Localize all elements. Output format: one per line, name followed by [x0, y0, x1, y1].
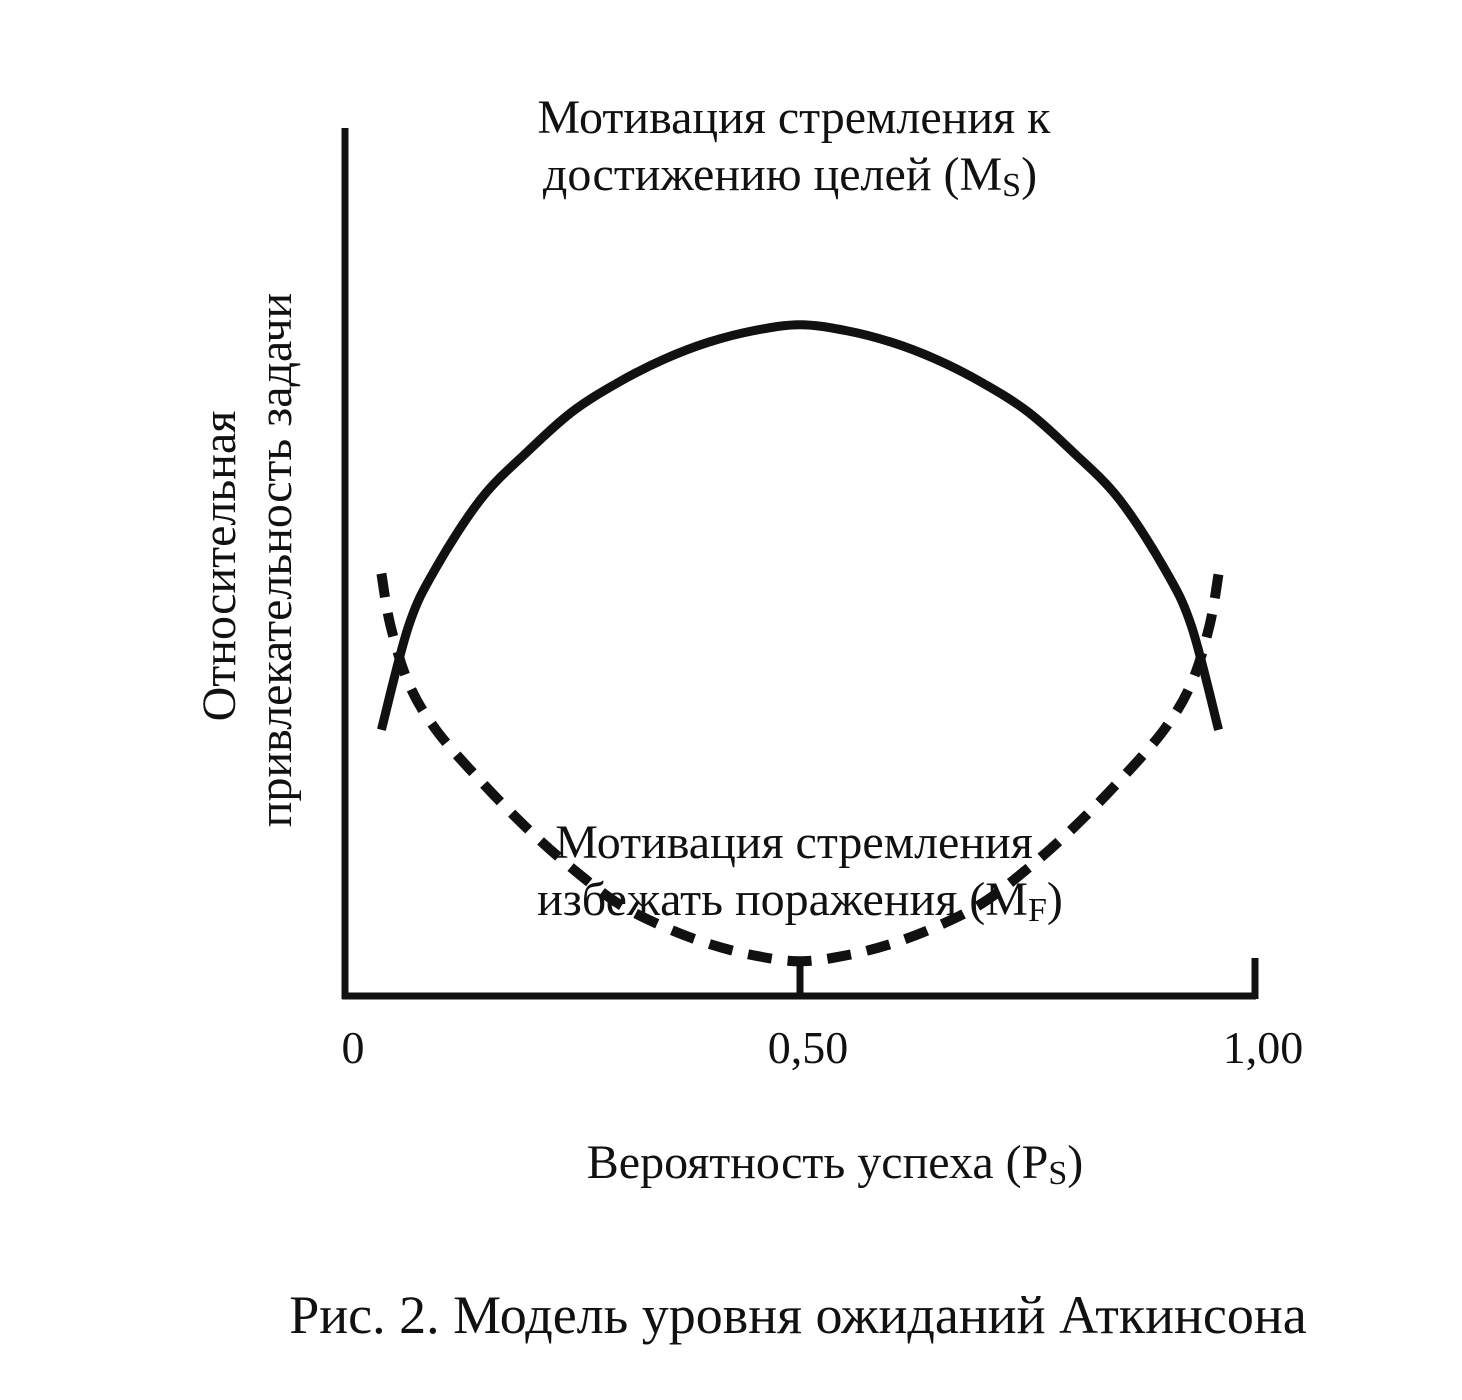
x-axis-label-sub: S: [1048, 1155, 1068, 1192]
y-axis-label-line2: привлекательность задачи: [249, 292, 302, 828]
series-line-ms: [381, 325, 1218, 730]
series-label-ms-close: ): [1021, 148, 1038, 201]
series-label-mf-line2: избежать поражения (M: [537, 873, 1028, 926]
x-axis-label-text: Вероятность успеха (P: [586, 1136, 1049, 1189]
series-label-mf-close: ): [1046, 873, 1063, 926]
series-label-mf: [537, 816, 1063, 929]
x-tick-label: 0,50: [767, 1022, 849, 1073]
y-axis-label-line1: Относительная: [193, 410, 246, 722]
figure-caption: Рис. 2. Модель уровня ожиданий Аткинсона: [289, 1285, 1307, 1345]
series-label-ms-sub: S: [1002, 167, 1022, 204]
y-axis-label: [193, 293, 302, 827]
series-label-mf-sub: F: [1027, 892, 1047, 929]
x-axis-label: [587, 1136, 1083, 1192]
x-tick-label: 1,00: [1222, 1022, 1304, 1073]
x-ticks: [342, 958, 1304, 1073]
x-axis-label-close: ): [1067, 1136, 1084, 1189]
series-label-mf-line1: Мотивация стремления: [555, 816, 1033, 869]
series-label-ms-line2: достижению целей (M: [542, 148, 1003, 201]
x-tick-label: 0: [341, 1022, 365, 1073]
series-label-ms-line1: Мотивация стремления к: [537, 91, 1051, 144]
series-label-ms: [538, 91, 1063, 204]
